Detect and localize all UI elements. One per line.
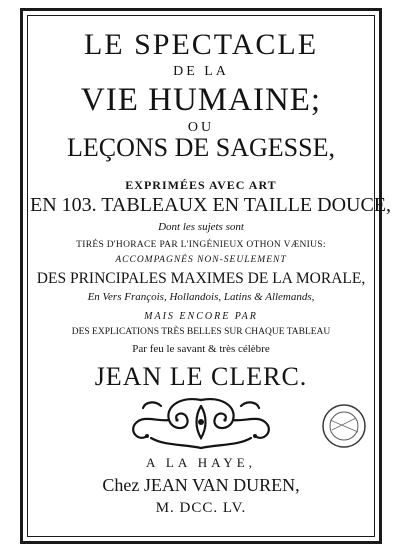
imprint-place: A LA HAYE, xyxy=(146,455,256,470)
subtitle-line-10: Par feu le savant & très célèbre xyxy=(132,343,270,355)
subtitle-line-9: DES EXPLICATIONS TRÈS BELLES SUR CHAQUE TABLEAU xyxy=(71,327,331,337)
title-line-3: VIE HUMAINE; xyxy=(80,82,322,118)
subtitle-line-7: En Vers François, Hollandois, Latins & Allemands, xyxy=(87,291,315,303)
title-line-2: DE LA xyxy=(173,64,229,79)
subtitle-line-4: TIRÉS D'HORACE PAR L'INGÉNIEUX OTHON VÆNIUS: xyxy=(76,240,326,250)
subtitle-line-6: DES PRINCIPALES MAXIMES DE LA MORALE, xyxy=(36,270,366,287)
imprint-publisher: Chez JEAN VAN DUREN, xyxy=(102,475,300,495)
subtitle-line-1: EXPRIMÉES AVEC ART xyxy=(125,178,277,192)
library-stamp-icon xyxy=(320,402,368,450)
subtitle-line-8: MAIS ENCORE PAR xyxy=(144,311,258,322)
title-page xyxy=(30,18,392,534)
subtitle-line-2: EN 103. TABLEAUX EN TAILLE DOUCE, xyxy=(30,194,392,216)
subtitle-line-3: Dont les sujets sont xyxy=(158,221,244,233)
author-name: JEAN LE CLERC. xyxy=(94,362,308,391)
title-line-5: LEÇONS DE SAGESSE, xyxy=(67,133,335,162)
title-line-4: OU xyxy=(187,120,215,135)
rococo-vignette-icon xyxy=(121,392,281,452)
title-line-1: LE SPECTACLE xyxy=(83,28,319,61)
subtitle-line-5: ACCOMPAGNÉS NON-SEULEMENT xyxy=(115,255,287,265)
imprint-year: M. DCC. LV. xyxy=(155,500,247,516)
